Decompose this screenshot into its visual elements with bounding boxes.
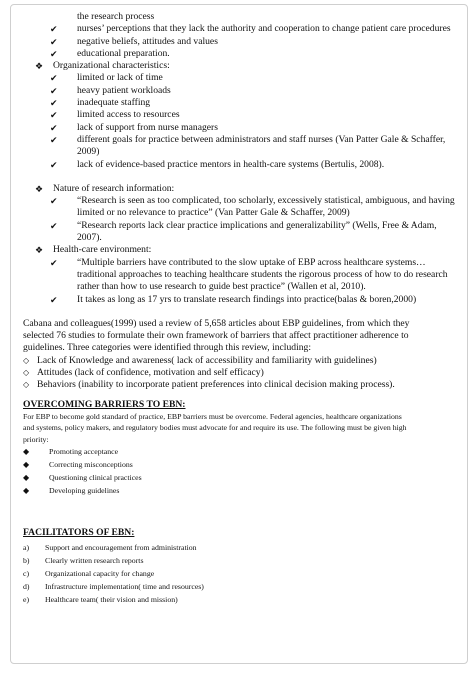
- star-bullet-icon: ❖: [35, 245, 44, 256]
- list-item: b) Clearly written research reports: [23, 556, 144, 566]
- list-item: ◆ Promoting acceptance: [23, 447, 119, 457]
- list-item: ◆ Correcting misconceptions: [23, 460, 133, 470]
- list-item: ✔ nurses’ perceptions that they lack the authority and cooperation to change patient care procedures: [50, 23, 451, 35]
- list-item-continuation: traditional approaches to teaching healthcare students the rigorous process of how to do research: [77, 268, 448, 280]
- star-bullet-icon: ❖: [35, 183, 44, 194]
- spacer: [35, 171, 457, 183]
- spacer: [35, 392, 457, 399]
- checkmark-icon: ✔: [50, 294, 58, 305]
- paragraph-line: priority:: [23, 434, 49, 444]
- list-item: ✔ heavy patient workloads: [50, 84, 171, 96]
- list-item-continuation: rather than how to use research to guide best practice” (Wallen et al, 2010).: [77, 281, 366, 293]
- list-item: ✔ “Research reports lack clear practice implications and generalizability” (Wells, Free & Adam,: [50, 219, 437, 231]
- organizational-section: [35, 60, 457, 171]
- hollow-diamond-icon: ◇: [23, 380, 30, 390]
- checkmark-icon: ✔: [50, 257, 58, 268]
- star-bullet-icon: ❖: [35, 61, 44, 72]
- health-care-section: [35, 244, 457, 305]
- list-item-continuation: 2007).: [77, 232, 102, 244]
- diamond-bullet-icon: ◆: [23, 460, 30, 470]
- list-item: ◆ Developing guidelines: [23, 486, 120, 496]
- checkmark-icon: ✔: [50, 122, 58, 133]
- list-item: e) Healthcare team( their vision and mission): [23, 595, 178, 605]
- checkmark-icon: ✔: [50, 134, 58, 145]
- diamond-bullet-icon: ◆: [23, 486, 30, 496]
- list-item: ◆ Questioning clinical practices: [23, 473, 142, 483]
- list-item: ✔ lack of evidence-based practice mentors in health-care systems (Bertulis, 2008).: [50, 158, 385, 170]
- paragraph-line: selected 76 studies to formulate their own framework of barriers that affect practitioner adherence to: [23, 330, 409, 342]
- list-item: ✔ It takes as long as 17 yrs to translate research findings into practice(balas & boren,2000): [50, 293, 417, 305]
- list-item-continuation: 2009): [77, 146, 100, 158]
- list-item: ✔ different goals for practice between administrators and staff nurses (Van Patter Gale & Schaffer,: [50, 133, 446, 145]
- paragraph-line: and systems, policy makers, and regulatory bodies must advocate for and require its use. The following must be given high: [23, 423, 407, 433]
- list-item: ✔ negative beliefs, attitudes and values: [50, 35, 218, 47]
- paragraph-line: For EBP to become gold standard of practice, EBP barriers must be overcome. Federal agencies, healthcare organizations: [23, 411, 402, 421]
- spacer: [35, 306, 457, 318]
- checkmark-icon: ✔: [50, 85, 58, 96]
- spacer: [35, 497, 457, 527]
- list-item: c) Organizational capacity for change: [23, 569, 155, 579]
- checkmark-icon: ✔: [50, 196, 58, 207]
- section-heading: ❖ Health-care environment:: [35, 244, 152, 256]
- list-item: a) Support and encouragement from administration: [23, 543, 197, 553]
- list-item: ◇ Behaviors (inability to incorporate patient preferences into clinical decision making process).: [23, 379, 395, 391]
- list-item: ◇ Attitudes (lack of confidence, motivation and self efficacy): [23, 367, 264, 379]
- research-info-section: [35, 183, 457, 244]
- document-page: [10, 4, 468, 664]
- list-item-continuation: limited or no relevance to practice” (Van Patter Gale & Schaffer, 2009): [77, 207, 350, 219]
- list-item: ✔ “Research is seen as too complicated, too scholarly, excessively statistical, ambiguous, and having: [50, 195, 455, 207]
- checkmark-icon: ✔: [50, 98, 58, 109]
- list-item: ◇ Lack of Knowledge and awareness( lack of accessibility and familiarity with guidelines): [23, 354, 377, 366]
- hollow-diamond-icon: ◇: [23, 368, 30, 378]
- paragraph-line: guidelines. Three categories were identified through this review, including:: [23, 342, 311, 354]
- list-item: ✔ limited access to resources: [50, 109, 180, 121]
- list-item: ✔ lack of support from nurse managers: [50, 121, 218, 133]
- checkmark-icon: ✔: [50, 24, 58, 35]
- hollow-diamond-icon: ◇: [23, 355, 30, 365]
- diamond-bullet-icon: ◆: [23, 473, 30, 483]
- list-item: d) Infrastructure implementation( time and resources): [23, 582, 204, 592]
- checkmark-icon: ✔: [50, 159, 58, 170]
- section-heading: FACILITATORS OF EBN:: [23, 527, 135, 539]
- list-item: ✔ “Multiple barriers have contributed to the slow uptake of EBP across healthcare systems…: [50, 256, 426, 268]
- checkmark-icon: ✔: [50, 36, 58, 47]
- top-list: [35, 11, 457, 60]
- list-item: the research process: [77, 11, 155, 22]
- list-item: ✔ limited or lack of time: [50, 72, 163, 84]
- section-heading: ❖ Organizational characteristics:: [35, 60, 170, 72]
- section-heading: OVERCOMING BARRIERS TO EBN:: [23, 398, 186, 410]
- checkmark-icon: ✔: [50, 73, 58, 84]
- checkmark-icon: ✔: [50, 48, 58, 59]
- list-item: ✔ educational preparation.: [50, 47, 170, 59]
- checkmark-icon: ✔: [50, 220, 58, 231]
- facilitators-section: [23, 527, 457, 606]
- diamond-bullet-icon: ◆: [23, 447, 30, 457]
- list-item: ✔ inadequate staffing: [50, 97, 151, 109]
- checkmark-icon: ✔: [50, 110, 58, 121]
- cabana-paragraph: [23, 318, 457, 392]
- paragraph-line: Cabana and colleagues(1999) used a review of 5,658 articles about EBP guidelines, from which they: [23, 317, 410, 329]
- overcoming-section: [23, 399, 457, 498]
- section-heading: ❖ Nature of research information:: [35, 182, 175, 194]
